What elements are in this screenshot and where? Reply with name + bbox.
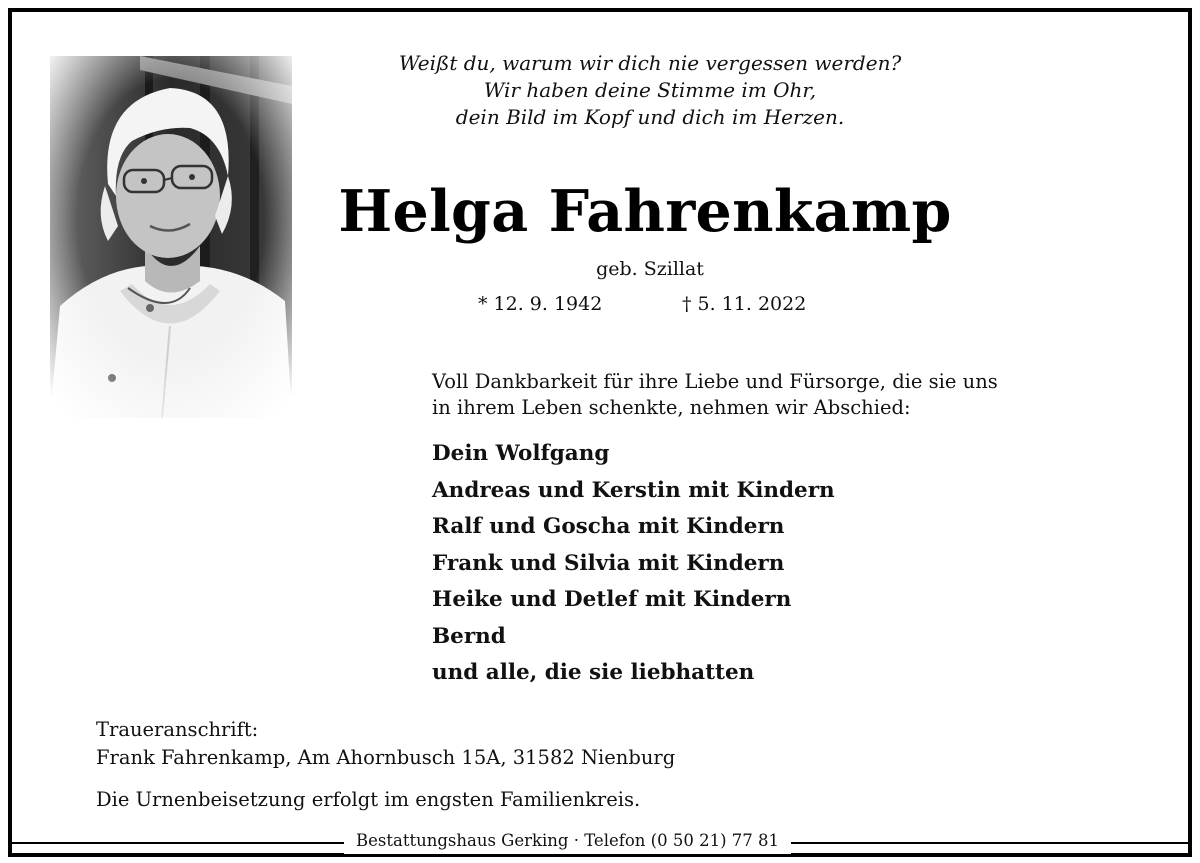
deceased-name: Helga Fahrenkamp [338, 178, 952, 245]
birth-date: * 12. 9. 1942 [478, 293, 603, 315]
intro-line: Voll Dankbarkeit für ihre Liebe und Fürsorge, die sie uns [432, 370, 998, 393]
funeral-home-footer: Bestattungshaus Gerking · Telefon (0 50 21) 77 81 [344, 828, 791, 854]
address-line: Frank Fahrenkamp, Am Ahornbusch 15A, 31582 Nienburg [96, 746, 676, 769]
address-label: Traueranschrift: [96, 718, 259, 741]
mourner-item: Frank und Silvia mit Kindern [432, 550, 785, 576]
poem-line: Wir haben deine Stimme im Ohr, [483, 78, 817, 102]
burial-note: Die Urnenbeisetzung erfolgt im engsten Familienkreis. [96, 788, 641, 811]
mourner-item: Dein Wolfgang [432, 441, 610, 466]
mourner-item: Heike und Detlef mit Kindern [432, 587, 792, 612]
mourning-address [96, 716, 675, 772]
birth-name: geb. Szillat [596, 258, 704, 280]
mourner-item: und alle, die sie liebhatten [432, 660, 755, 685]
portrait-photo [50, 56, 292, 418]
poem-line: Weißt du, warum wir dich nie vergessen werden? [398, 51, 902, 75]
farewell-intro [432, 369, 1132, 421]
poem-line: dein Bild im Kopf und dich im Herzen. [455, 105, 845, 129]
portrait-photo-illustration [50, 56, 292, 418]
death-date: † 5. 11. 2022 [682, 293, 807, 315]
memorial-poem [330, 50, 970, 131]
intro-line: in ihrem Leben schenkte, nehmen wir Abschied: [432, 396, 911, 419]
mourner-item: Andreas und Kerstin mit Kindern [432, 477, 835, 503]
mourner-item: Ralf und Goscha mit Kindern [432, 514, 785, 539]
mourner-item: Bernd [432, 623, 506, 649]
mourners-list [432, 436, 835, 692]
